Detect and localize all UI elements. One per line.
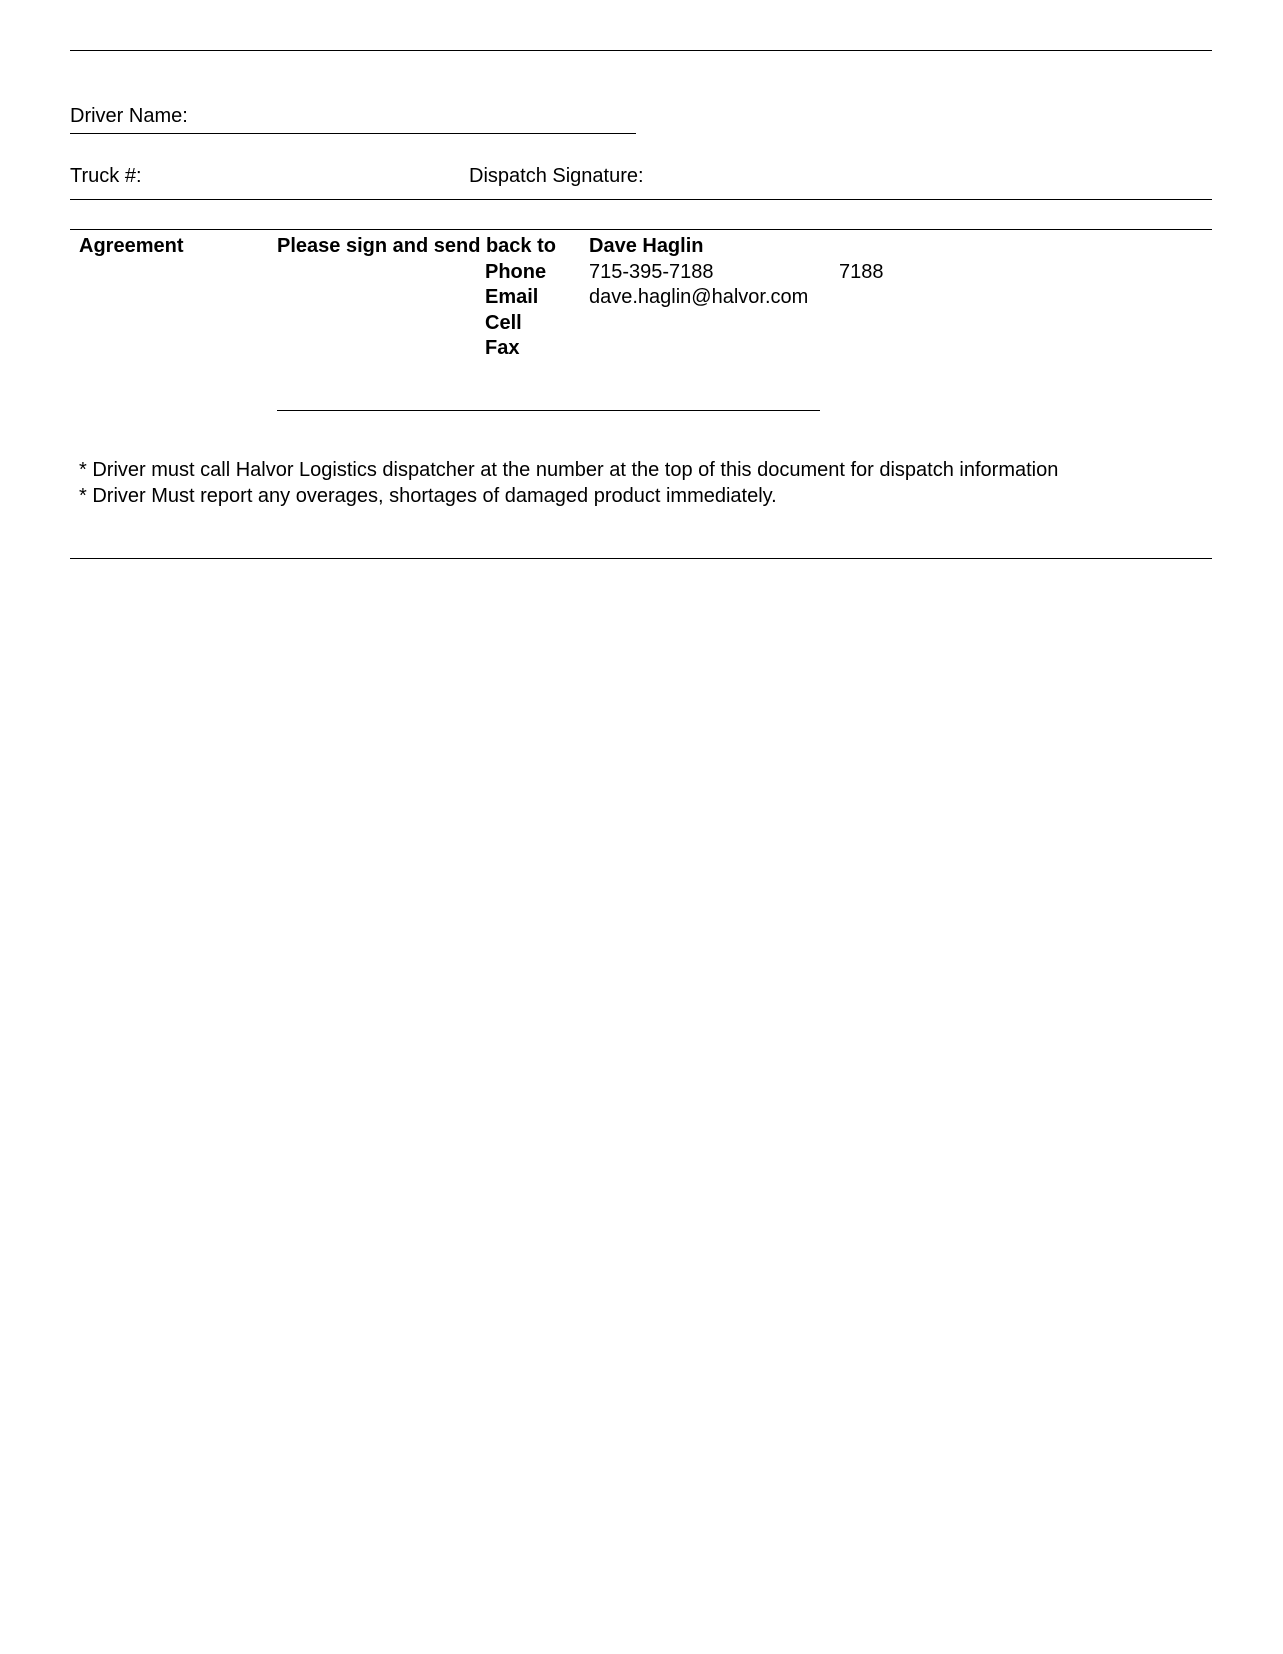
note-dispatch-call: * Driver must call Halvor Logistics dispatcher at the number at the top of this document for dispatch information <box>79 459 1059 481</box>
note-report-damage: * Driver Must report any overages, shortages of damaged product immediately. <box>79 485 777 507</box>
phone-label: Phone <box>485 261 547 283</box>
fax-label: Fax <box>485 337 520 359</box>
email-value: dave.haglin@halvor.com <box>589 286 809 308</box>
driver-name-signature-line[interactable] <box>70 133 636 134</box>
top-divider <box>70 50 1212 51</box>
driver-name-label: Driver Name: <box>70 105 188 127</box>
bottom-divider <box>70 558 1212 559</box>
email-label: Email <box>485 286 539 308</box>
phone-value: 715-395-7188 <box>589 261 714 283</box>
agreement-instruction: Please sign and send back to <box>277 235 556 257</box>
agreement-signature-line[interactable] <box>277 410 820 411</box>
dispatch-signature-label: Dispatch Signature: <box>469 165 644 187</box>
truck-dispatch-line[interactable] <box>70 199 1212 200</box>
agreement-title: Agreement <box>79 235 184 257</box>
contact-name: Dave Haglin <box>589 235 704 257</box>
truck-number-label: Truck #: <box>70 165 142 187</box>
cell-label: Cell <box>485 312 522 334</box>
phone-extension: 7188 <box>839 261 884 283</box>
agreement-top-divider <box>70 229 1212 230</box>
